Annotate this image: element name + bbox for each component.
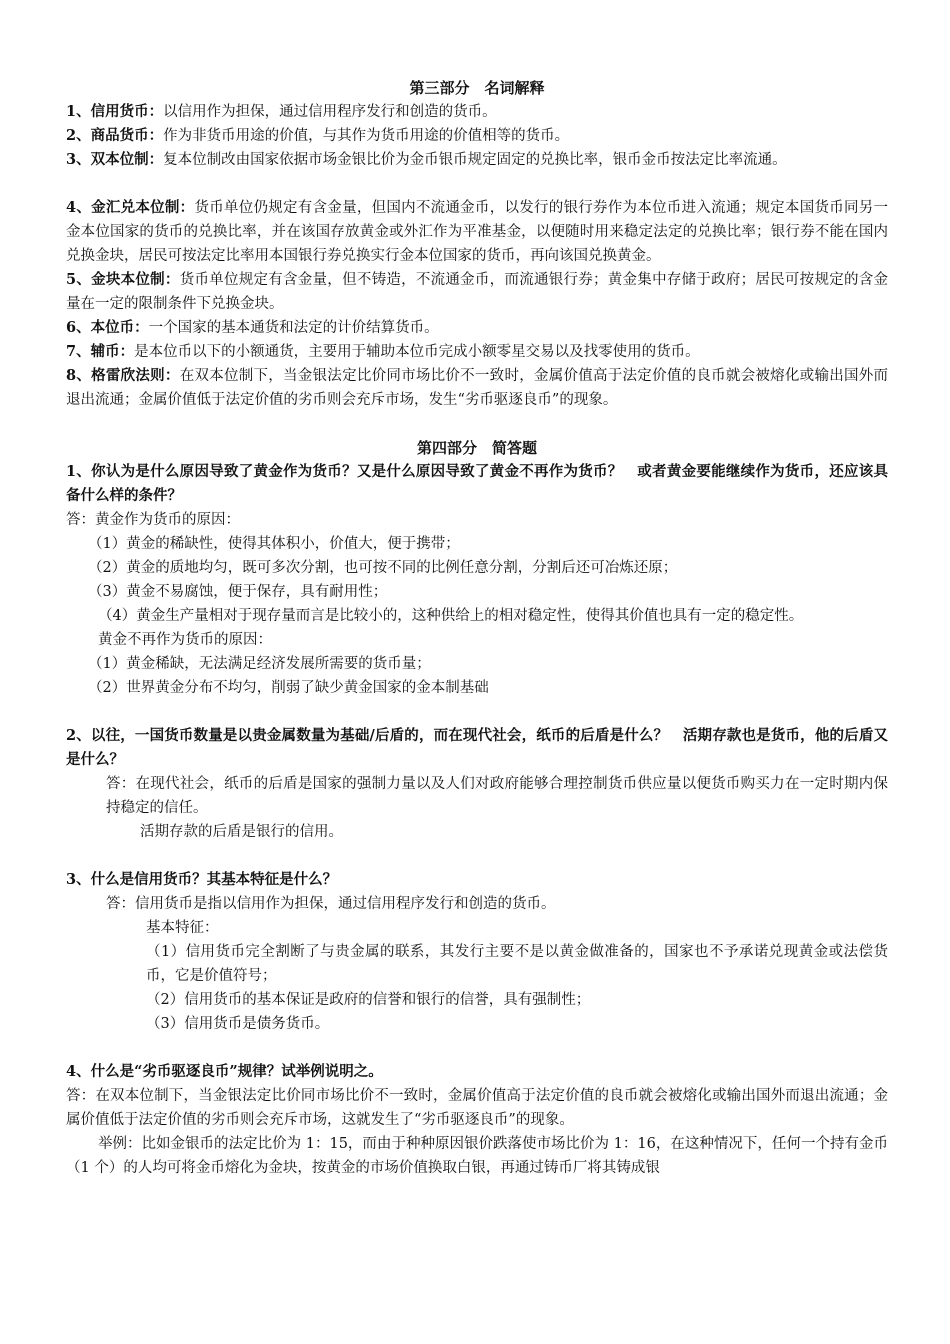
- section-title-part4: 第四部分 简答题: [416, 439, 537, 457]
- answer-paragraph: 答：在双本位制下，当金银法定比价同市场比价不一致时，金属价值高于法定价值的良币就会被熔化或输出国外而退出流通；金属价值低于法定价值的劣币则会充斥市场，这就发生了“劣币驱逐良币”的现象。: [66, 1088, 888, 1128]
- definition-text: 作为非货币用途的价值，与其作为货币用途的价值相等的货币。: [163, 128, 570, 144]
- definition-term: 7、辅币：: [66, 343, 135, 360]
- section-title-part3: 第三部分 名词解释: [409, 79, 545, 97]
- answer-reason: （4）黄金生产量相对于现存量而言是比较小的，这种供给上的相对稳定性，使得其价值也具有一定的稳定性。: [98, 608, 804, 624]
- spacer: [66, 1036, 888, 1060]
- definition-item: [66, 100, 888, 124]
- definition-item: [66, 364, 888, 412]
- question-1: 1、你认为是什么原因导致了黄金作为货币？又是什么原因导致了黄金不再作为货币？ 或者黄金要能继续作为货币，还应该具备什么样的条件？: [66, 463, 888, 504]
- definition-text: 货币单位仍规定有含金量，但国内不流通金币，以发行的银行券作为本位币进入流通；规定本国货币同另一金本位国家的货币的兑换比率，并在该国存放黄金或外汇作为平准基金，以便随时用来稳定法定的兑换比率；银行券不能在国内兑换金块，居民可按法定比率用本国银行券兑换实行金本位国家的货币，再向该国兑换黄金。: [66, 200, 888, 264]
- spacer: [66, 844, 888, 868]
- question-2: 2、以往，一国货币数量是以贵金属数量为基础/后盾的，而在现代社会，纸币的后盾是什么？ 活期存款也是货币，他的后盾又是什么？: [66, 727, 888, 768]
- answer-reason: （1）黄金稀缺，无法满足经济发展所需要的货币量；: [88, 656, 431, 672]
- answer-reason: （2）世界黄金分布不均匀，削弱了缺少黄金国家的金本制基础: [88, 680, 489, 696]
- answer-intro: 答：黄金作为货币的原因：: [66, 512, 240, 528]
- definition-term: 8、格雷欣法则：: [66, 367, 180, 384]
- answer-reason: （1）黄金的稀缺性，使得其体积小，价值大，便于携带；: [88, 536, 460, 552]
- definition-text: 货币单位规定有含金量，但不铸造，不流通金币，而流通银行券；黄金集中存储于政府；居民可按规定的含金量在一定的限制条件下兑换金块。: [66, 272, 888, 312]
- answer-reason: （2）黄金的质地均匀，既可多次分割，也可按不同的比例任意分割，分割后还可冶炼还原；: [88, 560, 678, 576]
- spacer: [66, 700, 888, 724]
- definition-term: 1、信用货币：: [66, 103, 164, 120]
- feature-item: （1）信用货币完全割断了与贵金属的联系，其发行主要不是以黄金做准备的，国家也不予承诺兑现黄金或法偿货币，它是价值符号；: [146, 944, 888, 984]
- definition-text: 是本位币以下的小额通货，主要用于辅助本位币完成小额零星交易以及找零使用的货币。: [134, 344, 700, 360]
- answer-reason: （3）黄金不易腐蚀，便于保存，具有耐用性；: [88, 584, 388, 600]
- definition-item: [66, 124, 888, 148]
- feature-item: （3）信用货币是债务货币。: [146, 1016, 330, 1032]
- definition-item: [66, 340, 888, 364]
- definition-item: [66, 148, 888, 172]
- answer-paragraph: 举例：比如金银币的法定比价为 1：15，而由于种种原因银价跌落使市场比价为 1：16，在这种情况下，任何一个持有金币（1 个）的人均可将金币熔化为金块，按黄金的市场价值换取白银，再通过铸币厂将其铸成银: [66, 1136, 888, 1176]
- definition-term: 5、金块本位制：: [66, 271, 180, 288]
- question-3: 3、什么是信用货币？其基本特征是什么？: [66, 871, 338, 888]
- definition-item: [66, 196, 888, 268]
- question-4: 4、什么是“劣币驱逐良币”规律？试举例说明之。: [66, 1063, 383, 1080]
- definition-term: 2、商品货币：: [66, 127, 164, 144]
- spacer: [66, 412, 888, 436]
- feature-item: （2）信用货币的基本保证是政府的信誉和银行的信誉，具有强制性；: [146, 992, 591, 1008]
- answer-paragraph: 活期存款的后盾是银行的信用。: [140, 824, 343, 840]
- answer-paragraph: 答：在现代社会，纸币的后盾是国家的强制力量以及人们对政府能够合理控制货币供应量以便货币购买力在一定时期内保持稳定的信任。: [106, 776, 888, 816]
- definition-text: 一个国家的基本通货和法定的计价结算货币。: [148, 320, 439, 336]
- definition-term: 6、本位币：: [66, 319, 149, 336]
- definition-text: 在双本位制下，当金银法定比价同市场比价不一致时，金属价值高于法定价值的良币就会被熔化或输出国外而退出流通；金属价值低于法定价值的劣币则会充斥市场，发生“劣币驱逐良币”的现象。: [66, 368, 888, 408]
- definition-text: 以信用作为担保，通过信用程序发行和创造的货币。: [163, 104, 497, 120]
- answer-intro-2: 黄金不再作为货币的原因：: [98, 632, 272, 648]
- definition-term: 4、金汇兑本位制：: [66, 199, 195, 216]
- document-content: [66, 76, 888, 1180]
- spacer: [66, 172, 888, 196]
- definition-term: 3、双本位制：: [66, 151, 164, 168]
- definition-item: [66, 316, 888, 340]
- definition-item: [66, 268, 888, 316]
- features-label: 基本特征：: [146, 920, 219, 936]
- answer-paragraph: 答：信用货币是指以信用作为担保，通过信用程序发行和创造的货币。: [106, 896, 556, 912]
- definition-text: 复本位制改由国家依据市场金银比价为金币银币规定固定的兑换比率，银币金币按法定比率流通。: [163, 152, 787, 168]
